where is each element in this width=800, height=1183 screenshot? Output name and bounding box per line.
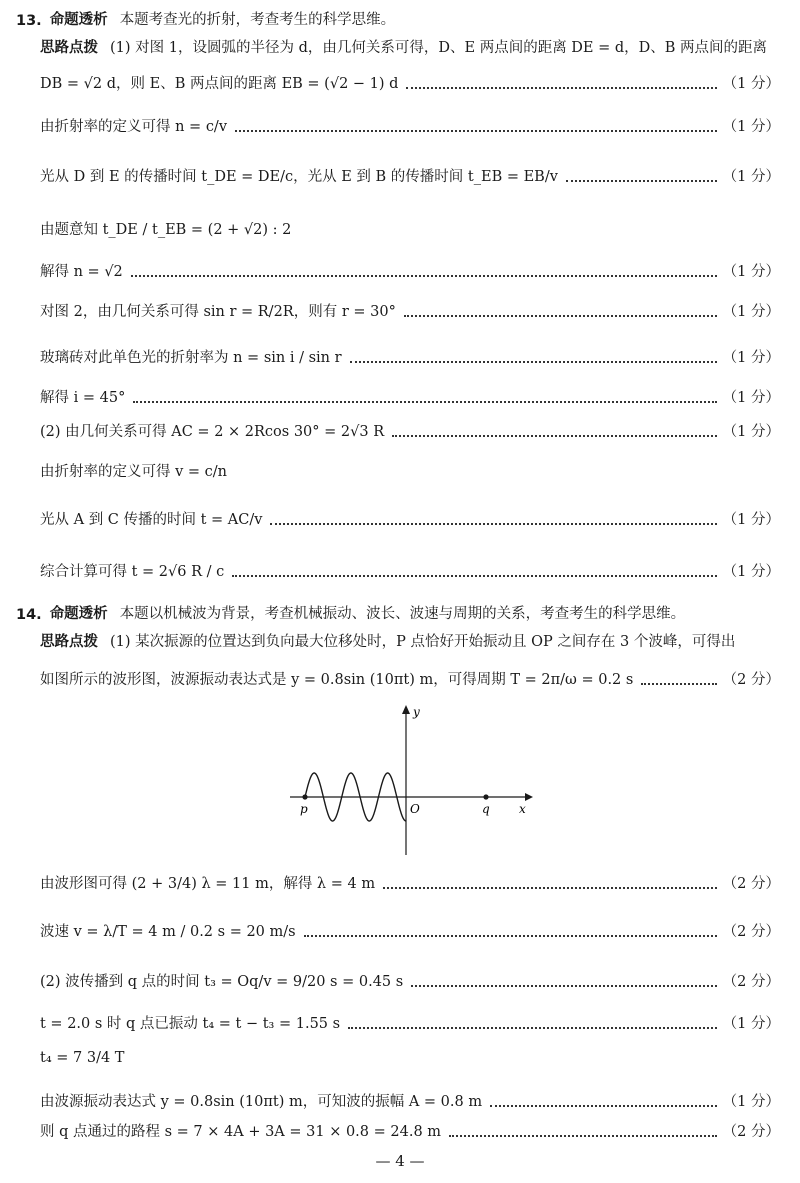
q13-line-text: 光从 D 到 E 的传播时间 t_DE = DE/c，光从 E 到 B 的传播时间 t_EB = EB/v	[40, 169, 558, 185]
y-axis-label: y	[413, 705, 420, 719]
q14-intro: 本题以机械波为背景，考查机械振动、波长、波速与周期的关系，考查考生的科学思维。	[119, 606, 686, 622]
q13-line-score: （1 分）	[722, 76, 780, 92]
leader-dots	[131, 274, 717, 277]
q13-line-score: （1 分）	[722, 264, 780, 280]
q13-line-8	[40, 386, 780, 407]
q13-line-11	[40, 508, 780, 529]
x-axis-label: x	[519, 802, 526, 816]
q13-line-2	[40, 115, 780, 136]
q13-line-0	[40, 36, 780, 57]
q14-line-score: （2 分）	[722, 974, 780, 990]
q13-line-text: 光从 A 到 C 传播的时间 t = AC/v	[40, 512, 263, 528]
q14-line-5	[40, 1012, 780, 1033]
q14-line-text: 如图所示的波形图，波源振动表达式是 y = 0.8sin (10πt) m，可得周期 T = 2π/ω = 0.2 s	[40, 672, 634, 688]
q13-header	[16, 8, 780, 29]
q13-line-text: 对图 2，由几何关系可得 sin r = R/2R，则有 r = 30°	[40, 304, 396, 320]
q13-number: 13.	[16, 13, 42, 29]
q13-line-text: 解得 i = 45°	[40, 390, 126, 406]
leader-dots	[235, 129, 717, 132]
point-q	[483, 794, 488, 799]
q13-approach-label: 思路点拨	[40, 40, 98, 56]
q13-line-score: （1 分）	[722, 512, 780, 528]
q13-line-score: （1 分）	[722, 169, 780, 185]
q13-line-score: （1 分）	[722, 564, 780, 580]
q13-line-3	[40, 165, 780, 186]
y-axis-arrow-icon	[402, 705, 410, 714]
q13-line-score: （1 分）	[722, 390, 780, 406]
q13-line-text: 解得 n = √2	[40, 264, 123, 280]
leader-dots	[411, 984, 716, 987]
q13-line-score: （1 分）	[722, 424, 780, 440]
q14-number: 14.	[16, 607, 42, 623]
q13-line-text: 综合计算可得 t = 2√6 R / c	[40, 564, 225, 580]
leader-dots	[348, 1026, 717, 1029]
q14-line-text: t₄ = 7 3/4 T	[40, 1050, 125, 1066]
q13-line-score: （1 分）	[722, 119, 780, 135]
q14-line-score: （2 分）	[722, 672, 780, 688]
wave-figure	[280, 700, 540, 860]
point-p	[302, 794, 307, 799]
q13-line-text: 由折射率的定义可得 n = c/v	[40, 119, 228, 135]
q14-line-2	[40, 872, 780, 893]
q14-line-score: （2 分）	[722, 924, 780, 940]
q13-line-12	[40, 560, 780, 581]
q13-line-7	[40, 346, 780, 367]
p-label: p	[300, 802, 308, 816]
q14-line-text: (2) 波传播到 q 点的时间 t₃ = Oq/v = 9/20 s = 0.45 s	[40, 974, 404, 990]
q-label: q	[482, 802, 490, 816]
q14-line-text: 波速 v = λ/T = 4 m / 0.2 s = 20 m/s	[40, 924, 296, 940]
q14-line-score: （1 分）	[722, 1016, 780, 1032]
leader-dots	[566, 179, 717, 182]
q13-line-text: 由折射率的定义可得 v = c/n	[40, 464, 228, 480]
q13-intro: 本题考查光的折射，考查考生的科学思维。	[119, 12, 396, 28]
x-axis-arrow-icon	[525, 793, 533, 801]
q14-line-3	[40, 920, 780, 941]
q14-heading: 命题透析	[49, 606, 108, 622]
q13-line-text: DB = √2 d，则 E、B 两点间的距离 EB = (√2 − 1) d	[40, 76, 399, 92]
q14-line-score: （2 分）	[722, 876, 780, 892]
q13-line-text: (2) 由几何关系可得 AC = 2 × 2Rcos 30° = 2√3 R	[40, 424, 385, 440]
q14-line-text: t = 2.0 s 时 q 点已振动 t₄ = t − t₃ = 1.55 s	[40, 1016, 341, 1032]
q13-line-9	[40, 420, 780, 441]
q13-line-text: 由题意知 t_DE / t_EB = (2 + √2) : 2	[40, 222, 292, 238]
q14-line-7	[40, 1090, 780, 1111]
leader-dots	[641, 682, 716, 685]
q14-line-1	[40, 668, 780, 689]
leader-dots	[449, 1134, 717, 1137]
leader-dots	[350, 360, 717, 363]
q14-line-0	[40, 630, 780, 651]
origin-label: O	[410, 802, 420, 816]
q13-line-1	[40, 72, 780, 93]
q13-line-score: （1 分）	[722, 304, 780, 320]
leader-dots	[404, 314, 717, 317]
q14-approach-label: 思路点拨	[40, 634, 98, 650]
page-number: — 4 —	[375, 1152, 425, 1170]
q14-line-score: （2 分）	[722, 1124, 780, 1140]
q13-line-score: （1 分）	[722, 350, 780, 366]
q14-line-6	[40, 1050, 780, 1066]
q14-line-text: (1) 某次振源的位置达到负向最大位移处时，P 点恰好开始振动且 OP 之间存在 3 个波峰，可得出	[110, 634, 736, 650]
q14-header	[16, 602, 780, 623]
leader-dots	[406, 86, 716, 89]
q14-line-4	[40, 970, 780, 991]
q14-line-score: （1 分）	[722, 1094, 780, 1110]
leader-dots	[392, 434, 717, 437]
q13-line-10	[40, 460, 780, 481]
q14-line-text: 则 q 点通过的路程 s = 7 × 4A + 3A = 31 × 0.8 = 24.8 m	[40, 1124, 442, 1140]
q13-line-text: (1) 对图 1，设圆弧的半径为 d，由几何关系可得，D、E 两点间的距离 DE = d，D、B 两点间的距离	[110, 40, 768, 56]
q14-line-text: 由波形图可得 (2 + 3/4) λ = 11 m，解得 λ = 4 m	[40, 876, 376, 892]
q13-line-text: 玻璃砖对此单色光的折射率为 n = sin i / sin r	[40, 350, 342, 366]
leader-dots	[133, 400, 716, 403]
leader-dots	[490, 1104, 717, 1107]
leader-dots	[232, 574, 716, 577]
leader-dots	[383, 886, 717, 889]
q13-line-4	[40, 218, 780, 239]
leader-dots	[270, 522, 716, 525]
q13-heading: 命题透析	[49, 12, 108, 28]
q14-line-8	[40, 1120, 780, 1141]
q14-line-text: 由波源振动表达式 y = 0.8sin (10πt) m，可知波的振幅 A = 0.8 m	[40, 1094, 483, 1110]
q13-line-6	[40, 300, 780, 321]
q13-line-5	[40, 260, 780, 281]
leader-dots	[304, 934, 717, 937]
